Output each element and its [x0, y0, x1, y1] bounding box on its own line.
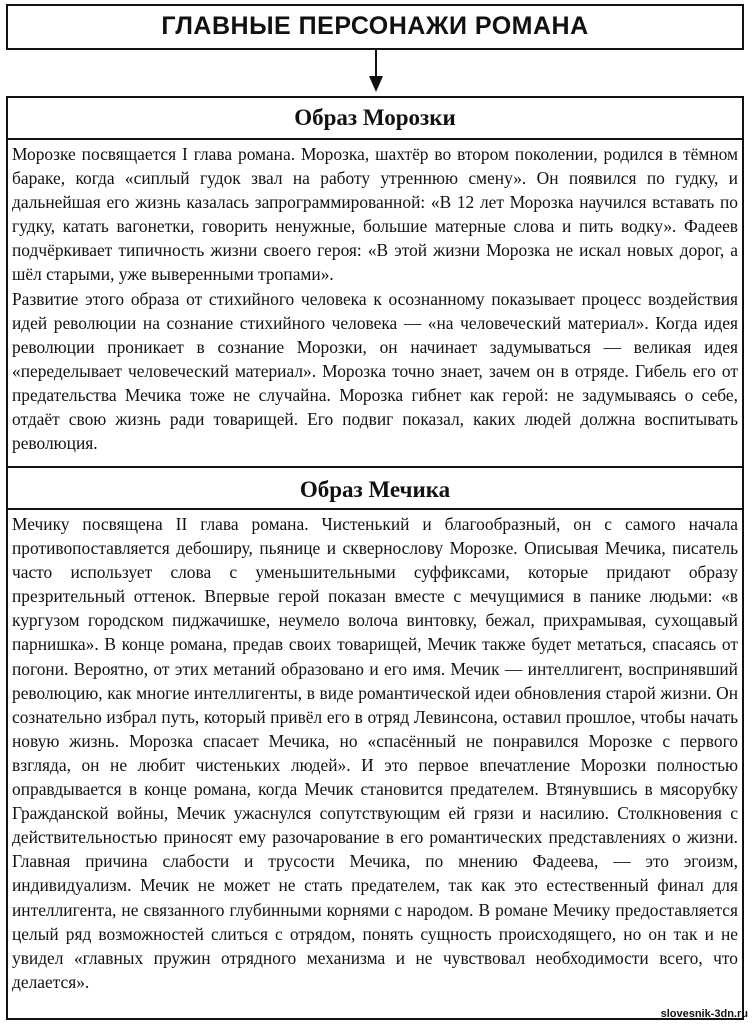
page-title: ГЛАВНЫЕ ПЕРСОНАЖИ РОМАНА: [161, 12, 589, 40]
paragraph: Морозке посвящается I глава романа. Морозка, шахтёр во втором поколении, родился в тёмном бараке, когда «сиплый гудок звал на работу утреннюю смену». Он появился по гудку, и дальнейшая его жизнь казалась запрограммированной: «В 12 лет Морозка научился вставать по гудку, катать вагонетки, говорить ненужные, большие матерные слова и пить водку». Фадеев подчёркивает типичность жизни своего героя: «В этой жизни Морозка не искал новых дорог, а шёл старыми, уже выверенными тропами».: [12, 144, 738, 285]
paragraph: Мечику посвящена II глава романа. Чистенький и благообразный, он с самого начала противопоставляется дебоширу, пьянице и сквернослову Морозке. Описывая Мечика, писатель часто использует слова с уменьшительными суффиксами, которые придают образу презрительный оттенок. Впервые герой показан вместе с мечущимися в панике людьми: «в кургузом городском пиджачишке, неумело волоча винтовку, бежал, прихрамывая, сухощавый парнишка». В конце романа, предав своих товарищей, Мечик также будет метаться, спасаясь от погони. Вероятно, от этих метаний образовано и его имя. Мечик — интеллигент, воспринявший революцию, как многие интеллигенты, в виде романтической идеи обновления старой жизни. Он сознательно избрал путь, который привёл его в отряд Левинсона, оставил прошлое, чтобы начать новую жизнь. Морозка спасает Мечика, но «спасённый не понравился Морозке с первого взгляда, он не любит чистеньких людей». И это первое впечатление Морозки полностью оправдывается в конце романа, когда Мечик становится предателем. Втянувшись в мясорубку Гражданской войны, Мечик ужаснулся сопутствующим ей грязи и насилию. Столкновения с действительностью приносят ему разочарование в его романтических представлениях о жизни. Главная причина слабости и трусости Мечика, по мнению Фадеева, — это эгоизм, индивидуализм. Мечик не может не стать предателем, так как это естественный финал для интеллигента, не связанного глубинными корнями с народом. В романе Мечику предоставляется целый ряд возможностей слиться с отрядом, понять сущность происходящего, но он так и не увидел «главных пружин отрядного механизма и не чувствовал необходимости всего, что делается».: [12, 514, 738, 992]
watermark: slovesnik-3dn.ru: [660, 1008, 748, 1020]
title-box: [6, 4, 744, 50]
arrow-down-line: [375, 50, 377, 78]
section-body-morozka: [12, 142, 738, 455]
section-heading-morozka: Образ Морозки: [6, 96, 744, 140]
arrow-down-icon: [369, 76, 383, 92]
paragraph: Развитие этого образа от стихийного человека к осознанному показывает процесс воздействия идей революции на сознание стихийного человека — «на человеческий материал». Когда идея революции проникает в сознание Морозки, он начинает задумываться — великая идея «переделывает человеческий материал». Морозка точно знает, зачем он в отряде. Гибель его от предательства Мечика тоже не случайна. Морозка гибнет как герой: не задумываясь о себе, отдаёт свою жизнь ради товарищей. Его подвиг показал, каких людей должна воспитывать революция.: [12, 288, 738, 454]
section-body-mechik: [12, 512, 738, 994]
section-heading-mechik: Образ Мечика: [6, 466, 744, 510]
